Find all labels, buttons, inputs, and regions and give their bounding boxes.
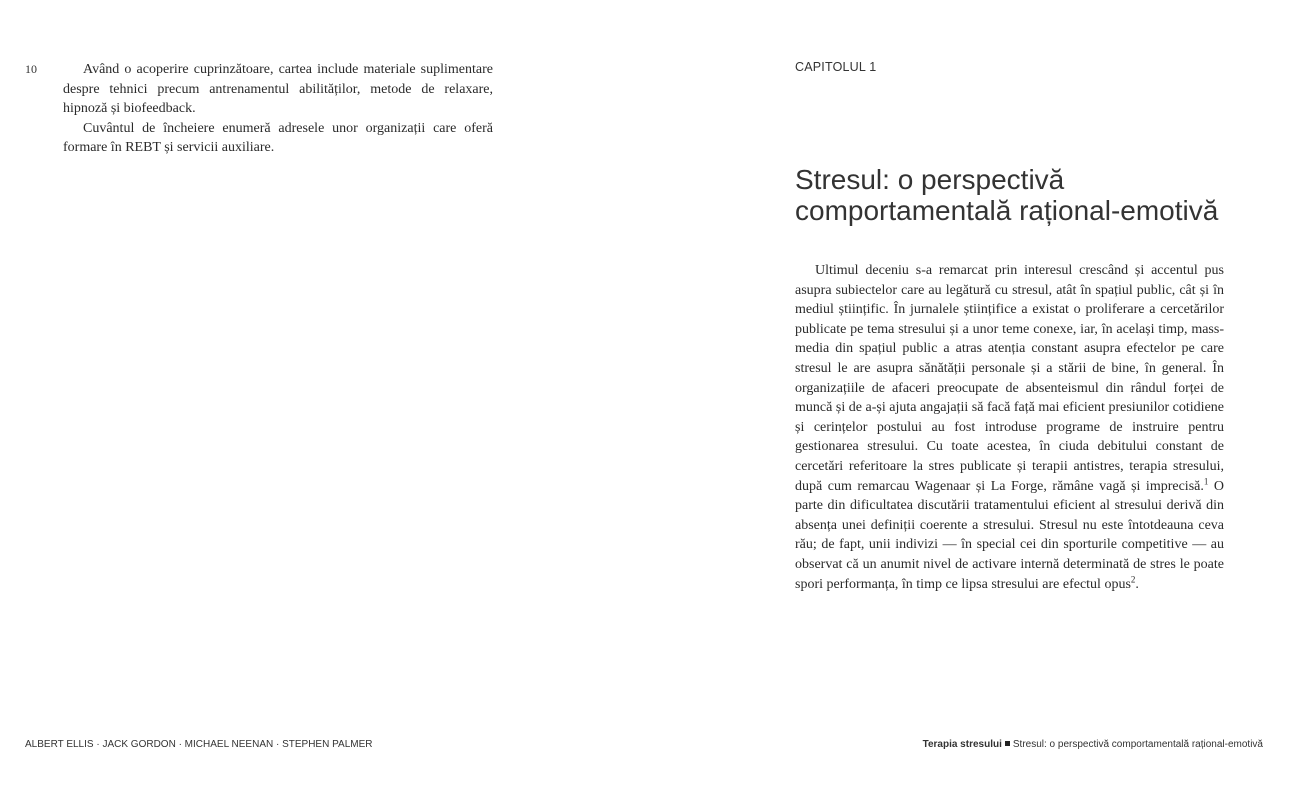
body-paragraph <box>795 261 1224 594</box>
square-bullet-icon <box>1005 741 1010 746</box>
running-footer <box>923 739 1263 750</box>
chapter-title <box>795 164 1265 226</box>
right-page <box>646 0 1293 789</box>
chapter-title-line: Stresul: o perspectivă <box>795 164 1065 195</box>
page-number: 10 <box>25 62 37 76</box>
paragraph: Cuvântul de încheiere enumeră adresele unor organizații care oferă formare în REBT și servicii auxiliare. <box>63 120 493 155</box>
chapter-title-line: comportamentală rațional-emotivă <box>795 195 1219 226</box>
paragraph: Având o acoperire cuprinzătoare, cartea include materiale suplimentare despre tehnici precum antrenamentul abilităților, metode de relaxare, hipnoză și biofeedback. <box>63 62 493 116</box>
footer-book-title: Terapia stresului <box>922 739 1002 750</box>
chapter-label: CAPITOLUL 1 <box>795 60 877 74</box>
left-page <box>0 0 646 789</box>
footnote-ref[interactable]: 1 <box>1203 475 1209 486</box>
body-text-part: O parte din dificultatea discutării tratamentului eficient al stresului derivă din absența unei definiții coerente a stresului. Stresul nu este întotdeauna ceva rău; de fapt, unii indivizi — în special cei din sporturile competitive — au observat că un anumit nivel de activare internă determinată de stres le poate spori performanța, în timp ce lipsa stresului are efectul opus <box>795 478 1224 592</box>
body-text-part: Ultimul deceniu s-a remarcat prin interesul crescând și accentul pus asupra subiectelor care au legătură cu stresul, atât în spațiul public, cât și în mediul științific. În jurnalele științifice a existat o proliferare a cercetărilor publicate pe tema stresului și a unor teme conexe, iar, în același timp, mass-media din spațiul public a atras atenția constant asupra efectelor pe care stresul le are asupra sănătății personale și a stării de bine, în general. În organizațiile de afaceri preocupate de absenteismul din rândul forței de muncă și de a-și ajuta angajații să facă față mai eficient presiunilor cotidiene și cerințelor postului au fost introduse programe de instruire pentru gestionarea stresului. Cu toate acestea, în ciuda debitului constant de cercetări referitoare la stres publicate și terapii antistres, terapia stresului, după cum remarcau Wagenaar și La Forge, rămâne vagă și imprecisă. <box>795 263 1224 494</box>
body-text-part: . <box>1135 576 1139 592</box>
footnote-ref[interactable]: 2 <box>1130 573 1136 584</box>
footer-chapter-title: Stresul: o perspectivă comportamentală rațional-emotivă <box>1012 739 1263 750</box>
footer-authors: ALBERT ELLIS · JACK GORDON · MICHAEL NEENAN · STEPHEN PALMER <box>25 739 373 750</box>
left-page-text <box>63 60 493 158</box>
